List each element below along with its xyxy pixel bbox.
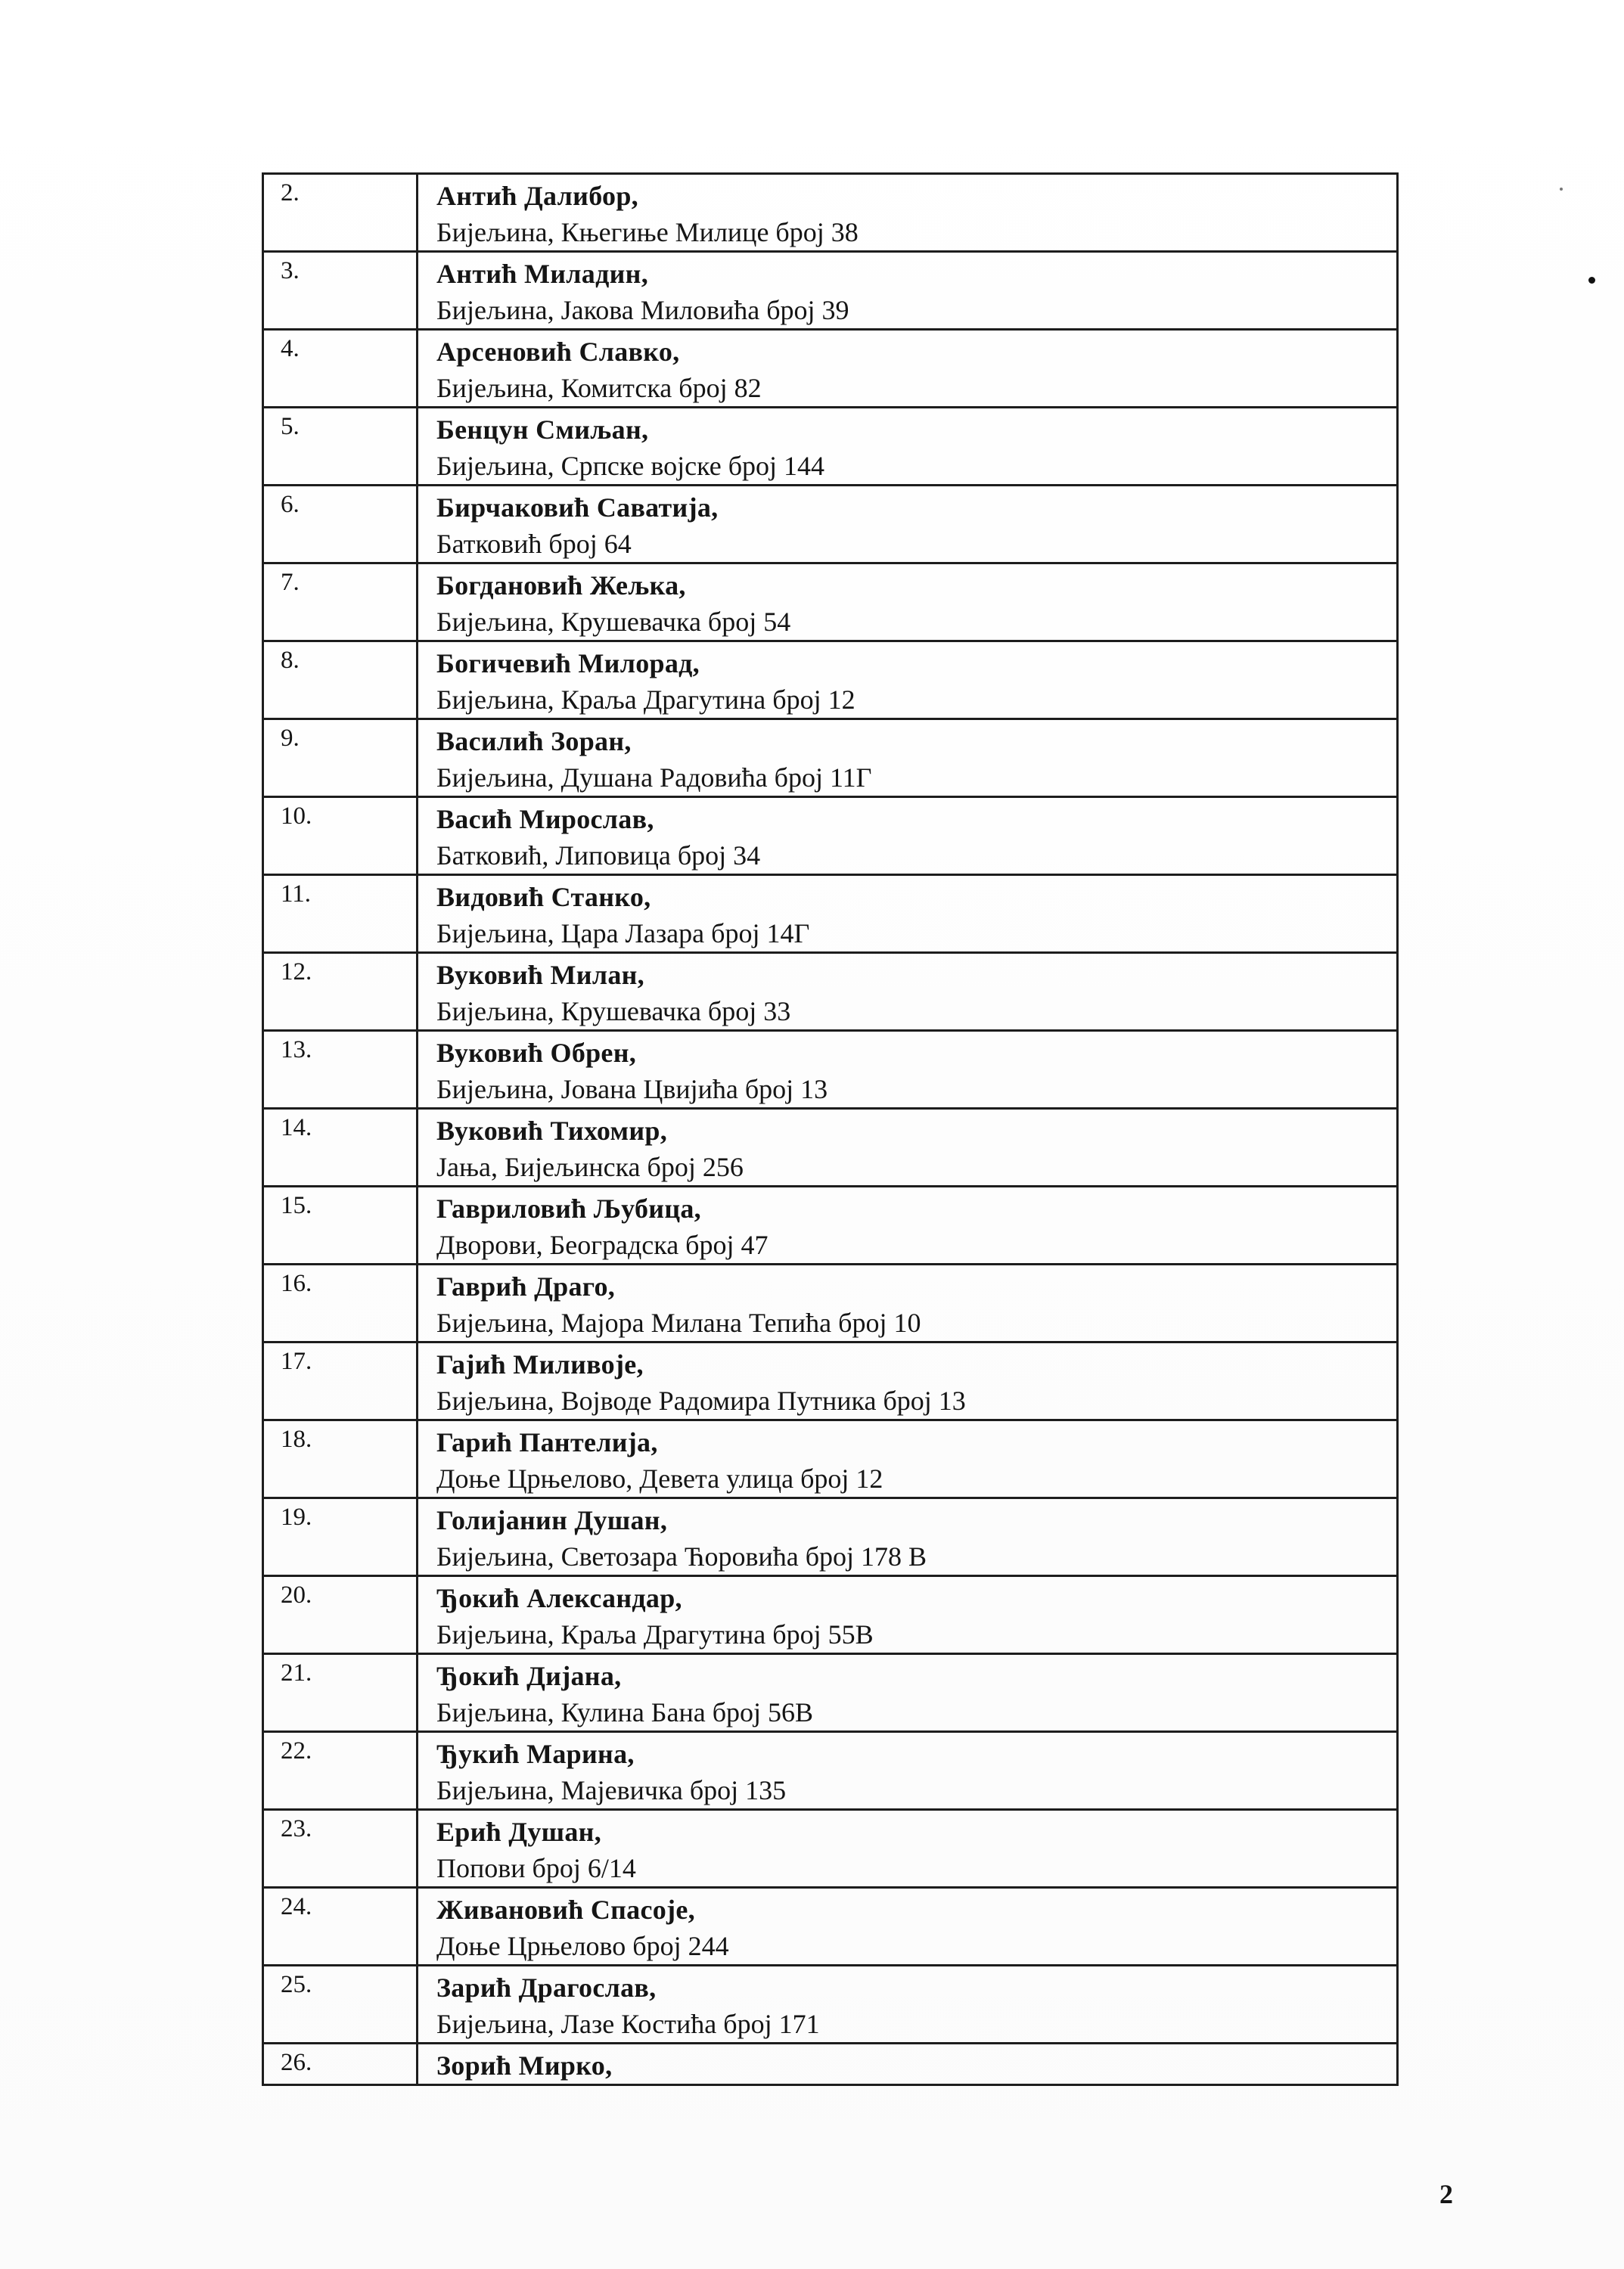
person-address: Бијељина, Комитска број 82 <box>436 373 762 403</box>
person-name: Зарић Драгослав, <box>436 1973 657 2003</box>
person-address: Бијељина, Краља Драгутина број 12 <box>436 684 855 715</box>
person-entry <box>418 1187 1398 1265</box>
person-entry <box>418 1732 1398 1810</box>
scan-speck <box>1588 277 1595 284</box>
person-name: Вуковић Милан, <box>436 960 644 990</box>
table-row <box>263 2044 1398 2085</box>
person-address: Бијељина, Лазе Костића број 171 <box>436 2009 820 2039</box>
person-entry <box>418 719 1398 797</box>
row-number: 8. <box>263 641 418 719</box>
row-number: 16. <box>263 1265 418 1342</box>
row-number: 21. <box>263 1654 418 1732</box>
person-entry <box>418 875 1398 953</box>
person-entry <box>418 486 1398 563</box>
row-number: 26. <box>263 2044 418 2085</box>
table-row <box>263 797 1398 875</box>
person-name: Ђокић Дијана, <box>436 1661 622 1691</box>
table-row <box>263 1265 1398 1342</box>
table-row <box>263 1187 1398 1265</box>
row-number: 7. <box>263 563 418 641</box>
person-name: Вуковић Обрен, <box>436 1038 637 1068</box>
table-row <box>263 875 1398 953</box>
row-number: 4. <box>263 330 418 408</box>
table-row <box>263 563 1398 641</box>
row-number: 19. <box>263 1498 418 1576</box>
page-number: 2 <box>1439 2179 1453 2209</box>
person-entry <box>418 1031 1398 1109</box>
person-address: Бијељина, Књегиње Милице број 38 <box>436 217 859 247</box>
table-row <box>263 1810 1398 1888</box>
person-name: Ерић Душан, <box>436 1817 601 1847</box>
person-address: Бијељина, Краља Драгутина број 55В <box>436 1619 874 1650</box>
person-name: Видовић Станко, <box>436 882 651 912</box>
person-address: Бијељина, Светозара Ћоровића број 178 В <box>436 1541 927 1572</box>
person-address: Бијељина, Јована Цвијића број 13 <box>436 1074 828 1104</box>
person-name: Ђукић Марина, <box>436 1739 635 1769</box>
table-row <box>263 330 1398 408</box>
person-entry <box>418 1888 1398 1966</box>
row-number: 11. <box>263 875 418 953</box>
person-list-body <box>263 174 1398 2085</box>
row-number: 6. <box>263 486 418 563</box>
person-name: Вуковић Тихомир, <box>436 1116 667 1146</box>
table-row <box>263 1654 1398 1732</box>
table-row <box>263 486 1398 563</box>
table-row <box>263 719 1398 797</box>
person-name: Голијанин Душан, <box>436 1505 668 1535</box>
row-number: 20. <box>263 1576 418 1654</box>
person-name: Арсеновић Славко, <box>436 337 680 367</box>
person-entry <box>418 1654 1398 1732</box>
person-address: Бијељина, Српске војске број 144 <box>436 451 825 481</box>
person-name: Гаврић Драго, <box>436 1271 616 1302</box>
person-name: Богдановић Жељка, <box>436 570 686 601</box>
row-number: 14. <box>263 1109 418 1187</box>
table-row <box>263 1576 1398 1654</box>
person-address: Бијељина, Душана Радовића број 11Г <box>436 762 872 793</box>
person-entry <box>418 174 1398 252</box>
row-number: 25. <box>263 1966 418 2044</box>
person-entry <box>418 1342 1398 1420</box>
person-entry <box>418 1810 1398 1888</box>
table-row <box>263 1888 1398 1966</box>
person-name: Богичевић Милорад, <box>436 648 700 678</box>
person-name: Гарић Пантелија, <box>436 1427 658 1457</box>
row-number: 17. <box>263 1342 418 1420</box>
person-name: Гајић Миливоје, <box>436 1349 644 1380</box>
table-row <box>263 174 1398 252</box>
person-name: Гавриловић Љубица, <box>436 1193 701 1224</box>
person-address: Попови број 6/14 <box>436 1853 636 1883</box>
person-name: Живановић Спасоје, <box>436 1895 695 1925</box>
row-number: 9. <box>263 719 418 797</box>
table-row <box>263 1342 1398 1420</box>
person-address: Бијељина, Крушевачка број 54 <box>436 607 791 637</box>
person-name: Антић Миладин, <box>436 259 649 289</box>
person-name: Васић Мирослав, <box>436 804 654 834</box>
row-number: 22. <box>263 1732 418 1810</box>
row-number: 24. <box>263 1888 418 1966</box>
person-address: Бијељина, Цара Лазара број 14Г <box>436 918 810 948</box>
table-row <box>263 1732 1398 1810</box>
person-address: Дворови, Београдска број 47 <box>436 1230 769 1260</box>
table-row <box>263 1498 1398 1576</box>
table-row <box>263 1966 1398 2044</box>
table-row <box>263 1420 1398 1498</box>
person-entry <box>418 408 1398 486</box>
table-row <box>263 953 1398 1031</box>
person-address: Бијељина, Војводе Радомира Путника број 13 <box>436 1386 966 1416</box>
person-entry <box>418 252 1398 330</box>
row-number: 15. <box>263 1187 418 1265</box>
person-entry <box>418 1576 1398 1654</box>
row-number: 23. <box>263 1810 418 1888</box>
table-row <box>263 1109 1398 1187</box>
person-address: Бијељина, Мајевичка број 135 <box>436 1775 787 1805</box>
row-number: 10. <box>263 797 418 875</box>
person-entry <box>418 1498 1398 1576</box>
person-address: Бијељина, Кулина Бана број 56В <box>436 1697 814 1727</box>
person-name: Василић Зоран, <box>436 726 632 756</box>
person-entry <box>418 563 1398 641</box>
person-name: Ђокић Александар, <box>436 1583 682 1613</box>
person-address: Доње Црњелово број 244 <box>436 1931 729 1961</box>
table-row <box>263 408 1398 486</box>
person-entry <box>418 953 1398 1031</box>
person-entry <box>418 1966 1398 2044</box>
scan-speck <box>1560 188 1563 191</box>
person-entry <box>418 330 1398 408</box>
row-number: 3. <box>263 252 418 330</box>
person-name: Зорић Мирко, <box>436 2050 613 2081</box>
table-row <box>263 252 1398 330</box>
person-entry <box>418 1420 1398 1498</box>
person-entry <box>418 1109 1398 1187</box>
person-entry <box>418 641 1398 719</box>
row-number: 5. <box>263 408 418 486</box>
person-address: Бијељина, Јакова Миловића број 39 <box>436 295 849 325</box>
person-address: Јања, Бијељинска број 256 <box>436 1152 744 1182</box>
person-address: Батковић број 64 <box>436 529 632 559</box>
row-number: 13. <box>263 1031 418 1109</box>
person-entry <box>418 2044 1398 2085</box>
person-entry <box>418 1265 1398 1342</box>
person-list-table <box>262 172 1399 2086</box>
person-name: Бенцун Смиљан, <box>436 414 649 445</box>
table-row <box>263 1031 1398 1109</box>
row-number: 18. <box>263 1420 418 1498</box>
table-row <box>263 641 1398 719</box>
person-address: Батковић, Липовица број 34 <box>436 840 761 871</box>
person-name: Антић Далибор, <box>436 181 638 211</box>
row-number: 12. <box>263 953 418 1031</box>
person-address: Доње Црњелово, Девета улица број 12 <box>436 1464 883 1494</box>
person-address: Бијељина, Крушевачка број 33 <box>436 996 791 1026</box>
person-entry <box>418 797 1398 875</box>
row-number: 2. <box>263 174 418 252</box>
person-address: Бијељина, Мајора Милана Тепића број 10 <box>436 1308 921 1338</box>
person-name: Бирчаковић Саватија, <box>436 492 719 523</box>
